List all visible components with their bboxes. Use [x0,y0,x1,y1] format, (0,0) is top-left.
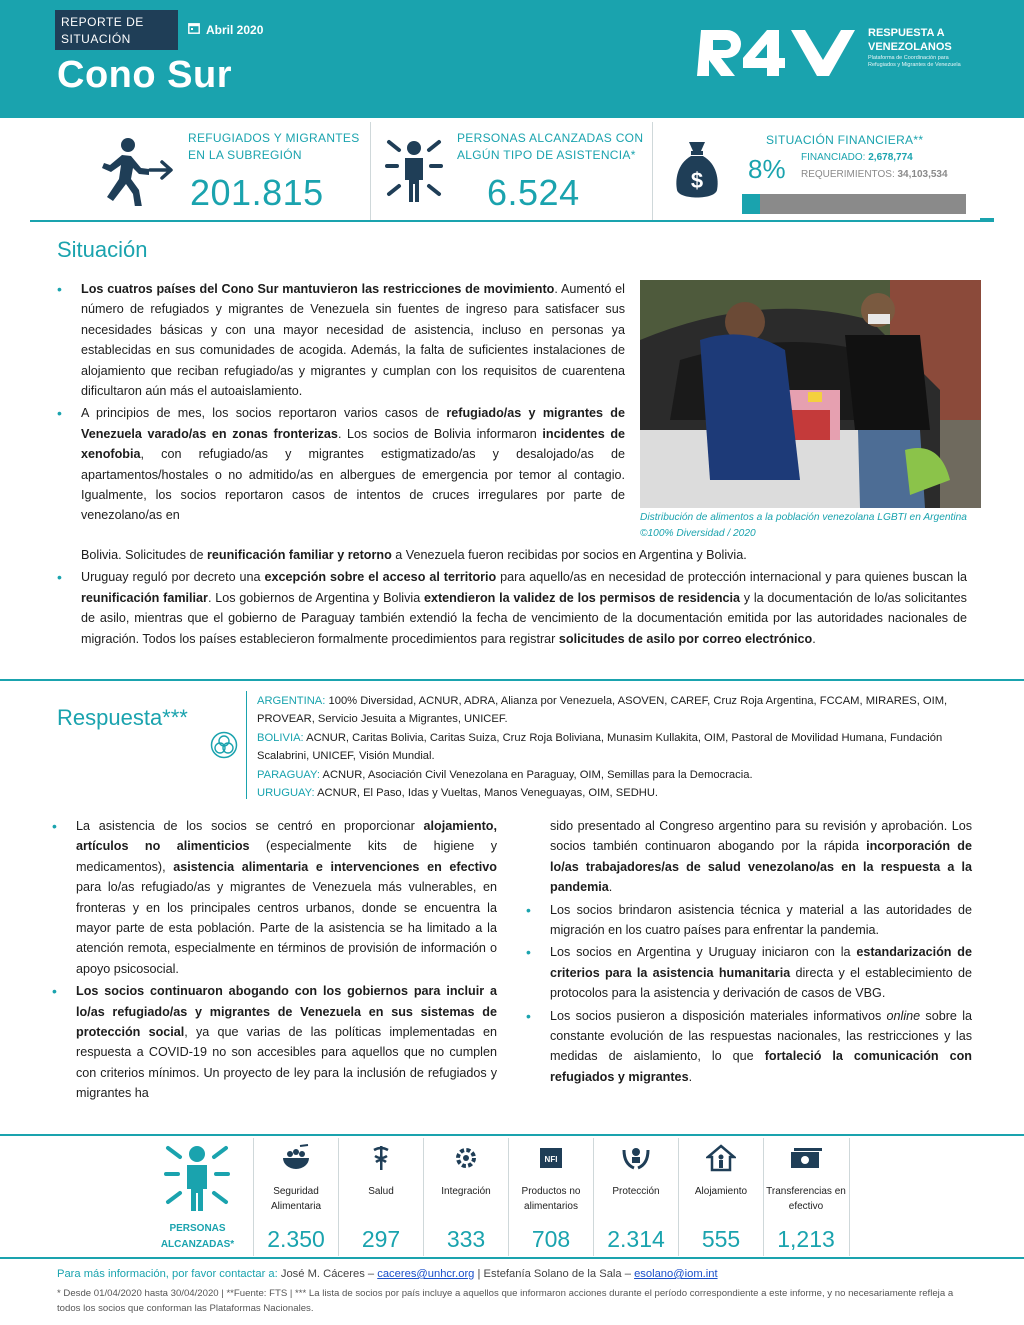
running-person-arrow-icon [100,136,180,211]
situation-bullet-uruguay [57,567,967,649]
bullet-text: sobre la constante evolución de las respuestas nacionales, las restricciones y las medidas de aislamiento, lo que [550,1008,972,1064]
italic-text: online [886,1008,921,1023]
sector-cell [593,1138,677,1256]
reached-people-label: PERSONAS ALCANZADAS* [160,1223,235,1250]
shelter-house-icon [679,1144,763,1176]
key-figures [30,118,994,222]
partners-by-country [257,692,957,802]
funded-percent: 8% [748,154,786,184]
person-rays-icon [381,136,447,211]
funded-label: FINANCIADO: [801,152,866,163]
bold-text: Los socios continuaron abogando con los gobiernos para incluir a lo/as refugiado/as y migrantes de Venezuela en sus sistemas de protección social [76,984,497,1040]
money-bag-icon [675,140,719,207]
bullet-text: Los socios en Argentina y Uruguay iniciaron con la [550,945,857,960]
country-name: PARAGUAY: [257,768,320,781]
sector-label: Seguridad Alimentaria [270,1186,322,1212]
sector-value: 708 [531,1226,571,1252]
sector-label: Protección [612,1186,660,1197]
bullet-text: Uruguay reguló por decreto una [81,570,265,585]
partner-list: 100% Diversidad, ACNUR, ADRA, Alianza por Venezuela, ASOVEN, CAREF, Cruz Roja Argentina, FCCAM, MIRARES, OIM, PROVEAR, Servicio Jesuita a Migrantes, UNICEF. [257,695,948,726]
response-bullet-assistance [52,816,497,979]
bold-text: refugiado/as y migrantes de Venezuela varado/as en zonas fronterizas [81,406,625,441]
email-link-unhcr[interactable]: caceres@unhcr.org [377,1268,475,1280]
sector-value: 333 [446,1226,486,1252]
response-heading: Respuesta*** [57,705,188,730]
bullet-text: directa y el establecimiento de protocolos para la asistencia y derivación de casos de VBG. [550,965,972,1001]
bullet-text: La asistencia de los socios se centró en proporcionar [76,819,424,833]
funded-line [801,152,913,163]
reached-value: 6.524 [487,172,580,213]
situation-heading: Situación [57,237,148,262]
sector-value: 555 [701,1226,741,1252]
funding-progress-bar [742,194,966,214]
bold-text: solicitudes de asilo por correo electrónico [558,631,813,646]
bullet-text: a Venezuela fueron recibidas por socios en Argentina y Bolivia. [391,548,747,562]
sector-cell [253,1138,337,1256]
calendar-icon [188,22,200,37]
reached-stat [371,118,653,222]
sector-label: Integración [441,1186,491,1197]
protection-hands-icon [594,1144,678,1176]
svg-text:$: $ [690,168,704,193]
bullet-text: Los socios brindaron asistencia técnica y material a las autoridades de migración en los cuatro países para enfrentar la pandemia. [550,902,972,938]
bold-text: Los cuatros países del Cono Sur mantuvieron las restricciones de movimiento [81,282,555,296]
bold-text: excepción sobre el acceso al territorio [264,570,497,585]
integration-gear-icon [424,1144,508,1176]
bold-text: reunificación familiar [81,590,208,605]
partner-list: ACNUR, Caritas Bolivia, Caritas Suiza, Cruz Roja Boliviana, Munasim Kullakita, OIM, Pastoral de Movilidad Humana, Fundación Scalabrini, UNICEF, Visión Mundial. [257,731,943,763]
report-type-tag: REPORTE DE SITUACIÓN [55,10,178,50]
country-name: BOLIVIA: [257,731,304,744]
reached-label: PERSONAS ALCANZADAS CON ALGÚN TIPO DE ASISTENCIA* [457,131,644,162]
funded-value: 2,678,774 [868,152,913,163]
bold-text: asistencia alimentaria e intervenciones en efectivo [173,859,497,874]
bold-text: reunificación familiar y retorno [207,548,392,562]
situation-bullets-top [57,279,625,526]
partners-paraguay [257,766,957,784]
sector-value: 2.350 [267,1226,325,1252]
nfi-box-icon [509,1144,593,1176]
requirements-value: 34,103,534 [897,169,948,180]
sector-value: 297 [361,1226,401,1252]
r4v-logo-text [868,26,978,69]
sector-cell [678,1138,762,1256]
response-bullet-technical [526,900,972,941]
food-distribution-photo [640,280,981,508]
bullet-text: (especialmente kits de higiene y medicamentos), [76,839,497,874]
requirements-label: REQUERIMIENTOS: [801,169,895,180]
bold-text: extendieron la validez de los permisos de residencia [423,590,741,605]
bullet-text: , ya que varias de las políticas implementadas en respuesta a COVID-19 no son accesibles para aquellos que no cumplen con criterios mínimos. Un proyecto de ley para la inclusión de refugiados y migrantes ha [76,1025,497,1101]
report-date-text: Abril 2020 [206,22,264,37]
partners-network-icon [210,731,238,764]
sector-cell [763,1138,847,1256]
bullet-text: Los socios pusieron a disposición materiales informativos [550,1008,887,1023]
bullet-text: Bolivia. Solicitudes de [81,548,208,562]
footer-notes: * Desde 01/04/2020 hasta 30/04/2020 | **Fuente: FTS | *** La lista de socios por país incluye a aquellos que informaron acciones durante el período correspondiente a este informe, y no necesariamente refleja a todos los socios que conforman las Plataformas Nacionales. [57,1288,954,1314]
cash-bills-icon [764,1144,848,1176]
refugees-value: 201.815 [190,172,324,213]
response-bullet-advocacy-continued [526,816,972,898]
sector-cell [423,1138,507,1256]
bold-text: estandarización de criterios para la asistencia humanitaria [550,945,972,980]
bullet-text: y la documentación de lo/as solicitantes de asilo, mientras que el gobierno de Paraguay también extendió la fecha de vencimiento de la documentación emitida por las autoridades nacionales de migración. Todos los países establecieron formalmente procedimientos para registrar [81,590,967,646]
section-divider [0,679,1024,681]
r4v-logo [697,26,859,85]
requirements-line [801,169,948,180]
report-date [188,22,263,37]
financial-label: SITUACIÓN FINANCIERA** [766,133,924,147]
contact-prefix: Para más información, por favor contactar a: [57,1268,278,1280]
bullet-text: . Los socios de Bolivia informaron [337,426,543,441]
response-bullet-advocacy [52,981,497,1103]
stats-underline-end [980,218,994,220]
food-bowl-icon [254,1144,338,1176]
situation-bullets-bottom [57,545,967,649]
response-column-left [52,816,497,1104]
partners-uruguay [257,784,957,802]
response-column-right [526,816,972,1087]
bold-text: fortaleció la comunicación con refugiados y migrantes [550,1049,972,1084]
logo-title: RESPUESTA A VENEZOLANOS [868,27,952,53]
sector-label: Salud [368,1186,394,1197]
response-bullet-communication [526,1006,972,1088]
country-name: ARGENTINA: [257,695,326,707]
stats-underline [30,220,994,222]
health-caduceus-icon [339,1144,423,1176]
sector-label: Transferencias en efectivo [766,1186,846,1212]
situation-bullet-movement [57,279,625,401]
sector-value: 2.314 [607,1226,665,1252]
contact-name: | Estefanía Solano de la Sala – [474,1268,635,1280]
person-rays-icon [162,1142,232,1219]
partners-bolivia [257,729,957,766]
situation-bullet-borders [57,403,625,525]
bold-text: alojamiento, artículos no alimenticios [76,819,497,854]
refugees-stat [30,118,370,222]
bullet-text: A principios de mes, los socios reportaron varios casos de [81,406,447,421]
contact-name: José M. Cáceres – [277,1268,378,1280]
situation-bullet-borders-continued [57,545,967,565]
sector-divider [849,1138,850,1256]
partner-list: ACNUR, El Paso, Idas y Vueltas, Manos Veneguayas, OIM, SEDHU. [314,787,659,800]
bullet-text: . [688,1069,693,1084]
response-bullet-standardization [526,942,972,1003]
sector-label: Productos no alimentarios [521,1186,581,1212]
photo-caption: Distribución de alimentos a la población venezolana LGBTI en Argentina ©100% Diversidad / 2020 [640,512,967,539]
header-banner [0,0,1024,118]
logo-subtitle: Plataforma de Coordinación para Refugiados y Migrantes de Venezuela [868,55,961,68]
footer-contact [57,1268,718,1280]
bullet-text: para lo/as refugiado/as y migrantes de Venezuela más vulnerables, en fronteras y en los principales centros urbanos, donde se encuentra la mayor parte de esta población. Parte de la asistencia se ha limitado a la atención remota, especialmente en términos de provisión de información o apoyo psicosocial. [76,880,497,976]
partner-list: ACNUR, Asociación Civil Venezolana en Paraguay, OIM, Semillas para la Democracia. [320,768,753,781]
svg-text:NFI: NFI [544,1155,558,1164]
refugees-label: REFUGIADOS Y MIGRANTES EN LA SUBREGIÓN [188,131,360,162]
section-divider [0,1257,1024,1259]
bullet-text: . [608,880,613,895]
bullet-text: , con refugiado/as y migrantes estigmatizado/as y desalojado/as de apartamentos/hostales o no admitido/as en albergues de emergencia por temor al contagio. Igualmente, los socios reportaron casos de intentos de cruces irregulares por parte de venezolano/as en [81,447,625,523]
section-divider [0,1134,1024,1136]
bullet-text: sido presentado al Congreso argentino para su revisión y aprobación. Los socios también continuaron abogando por la rápida [550,819,972,854]
page-title: Cono Sur [57,54,232,96]
financial-stat [653,118,994,222]
country-name: URUGUAY: [257,787,315,800]
bold-text: incidentes de xenofobia [81,426,626,462]
sector-value: 1,213 [777,1226,835,1252]
bullet-text: . [812,631,816,646]
bullet-text: para aquello/as en necesidad de protección internacional y para quienes buscan la [496,570,967,585]
partners-argentina [257,692,957,729]
sector-cell [338,1138,422,1256]
sector-cell [508,1138,592,1256]
bold-text: incorporación de lo/as trabajadores/as de salud venezolano/as en la respuesta a la pandemia [550,839,972,895]
sector-label: Alojamiento [694,1186,748,1197]
response-divider [246,691,247,799]
email-link-iom[interactable]: esolano@iom.int [634,1268,718,1280]
bullet-text: . Los gobiernos de Argentina y Bolivia [207,590,424,605]
funding-progress-fill [742,194,760,214]
bullet-text: . Aumentó el número de refugiados y migrantes de Venezuela sin fuentes de ingreso para satisfacer sus necesidades básicas y con una mayor necesidad de asistencia, incluso en personas ya establecidas en sus comunidades de acogida. Además, la falta de suficientes instalaciones de alojamiento que reciban refugiado/as y migrantes y cumplan con los requisitos de cuarentena dificultaron aún más el autoaislamiento. [81,282,625,399]
